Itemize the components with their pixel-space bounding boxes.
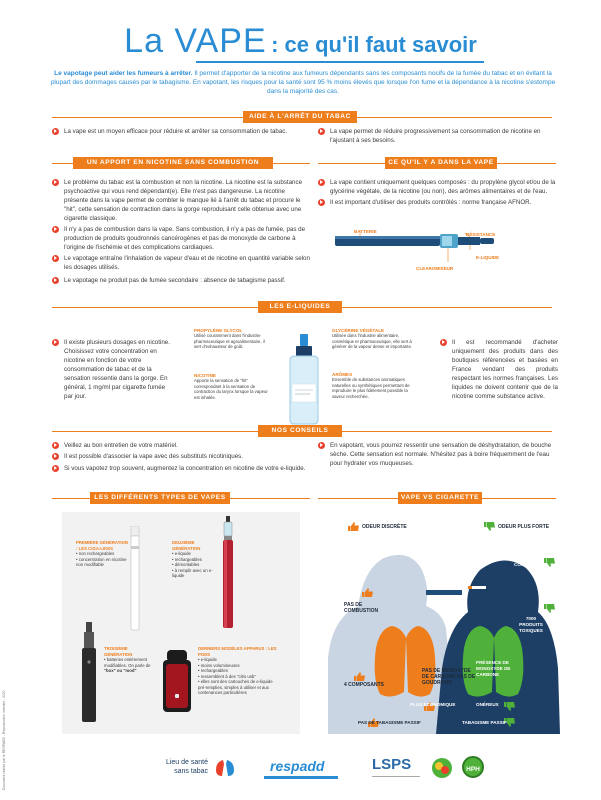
intro-body: Il permet d'apporter de la nicotine aux fumeurs dépendants sans les composants nocifs de la fumée du tabac et en évitant la plupart des dommages causés par le tabagisme. En vapotant, les risques pour la santé sont 95 % moins élevés que lorsque l'on fume et la dépendance à la nicotine s'estompe dans la majorité des cas. [50,70,556,95]
label-odeur-forte: ODEUR PLUS FORTE [498,524,550,530]
aide-right-text: La vape permet de réduire progressivement sa consommation de nicotine en l'ajustant à ses besoins. [330,128,541,144]
contenu-item-1 [318,178,558,196]
vg-block [332,328,416,350]
arrow-icon [318,199,325,206]
hph-text: HPH [466,766,480,773]
arrow-icon [52,442,59,449]
label-onereux: ONÉREUX [476,702,499,707]
gen4-item-3: • rechargeables [198,668,228,673]
gen2-item-2: • rechargeables [172,556,202,562]
respadd-text: respadd [270,758,325,774]
arrow-icon [52,465,59,472]
ar-title: ARÔMES [332,372,353,377]
arrow-icon [440,339,447,346]
logo-respadd [262,758,342,782]
vg-text: Utilisée dans l'industrie alimentaire, cosmétique et pharmaceutique, elle sert à générer de la vapeur dense et importante. [332,333,413,349]
arrow-icon [52,226,59,233]
gen4-item-4: • ressemblent à des "clés usb" [198,673,256,679]
label-presence: PRÉSENCE DE MONOXYDE DE CARBONE [476,660,511,677]
footer-logos [0,744,601,794]
gen4-block [198,646,278,696]
logo-hph [462,756,484,778]
nic-block [194,373,274,400]
label-eliquide: E-LIQUIDE [476,255,500,260]
gen2-title: DEUXIÈME GÉNÉRATION [172,540,201,551]
gen3-block [104,646,152,674]
gen2-item-1: • e-liquide [172,551,191,556]
arrow-icon [318,128,325,135]
label-batterie: BATTERIE [354,229,377,234]
arrow-icon [318,179,325,186]
apport-text-2: Il n'y a pas de combustion dans la vape. Sans combustion, il n'y a pas de fumée, pas de production de produits goudronnés cancérogènes et pas de monoxyde de carbone à l'origine de l'ischémie et des complications cardiaques. [64,226,306,251]
thumb-down-icon [504,702,515,711]
apport-item-4 [52,276,310,285]
gen2-item-4: • à remplir avec un e-liquide [172,567,213,578]
pg-text: Utilisé couramment dans l'industrie pharmaceutique et agroalimentaire, il sert d'exhausteur de goût. [194,333,265,349]
label-resistance: RÉSISTANCE [466,232,496,237]
contenu-text-2: Il est important d'utiliser des produits contrôlés : norme française AFNOR. [330,199,532,206]
section-conseils: NOS CONSEILS [258,425,342,437]
title-sub: : ce qu'il faut savoir [271,32,477,57]
conseils-item-2 [52,452,310,461]
lsps-text: LSPS [372,756,412,773]
vs-panel [318,508,560,734]
thumb-down-icon [544,604,555,613]
label-clearomiseur: CLEAROMISEUR [416,266,454,271]
nic-text: Apporte la sensation de "hit" correspondant à la sensation de contraction du larynx lorsque la vapeur est inhalée. [194,378,268,400]
eliquide-composition [190,326,420,428]
lsps-line [372,776,420,777]
gen4-item-1: • e-liquide [198,657,217,662]
title-underline [196,61,484,63]
lieu-sante-text: Lieu de santé sans tabac [165,759,208,775]
respadd-underline [264,776,338,779]
gen4-item-2: • moins volumineuses [198,662,240,668]
gen3-text: • batteries entièrement modifiables. On parle de [104,657,151,668]
vg-title: GLYCÉRINE VÉGÉTALE [332,328,385,333]
arrow-icon [52,255,59,262]
thumb-up-icon [410,668,421,677]
thumb-down-icon [484,522,495,531]
gen3-em: "box" ou "mod" [104,668,137,673]
conseils-item-1 [52,441,310,450]
gen4-item-5: • elles sont des cartouches de e-liquide pré-remplies, simples à utiliser et aux contenances particulières [198,679,273,695]
nic-title: NICOTINE [194,373,216,378]
title-main: La VAPE [124,22,267,60]
ar-block [332,372,416,399]
gen3-title: TROISIÈME GÉNÉRATION [104,646,133,657]
arrow-icon [52,179,59,186]
thumb-up-icon [348,522,359,531]
label-combustion: COMBUSTION [514,562,546,567]
apport-item-1 [52,178,310,223]
gen2-block [172,540,222,579]
ar-text: Ensemble de substances aromatiques naturelles ou synthétiques permettant de reproduire le plus fidèlement possible la saveur recherchée. [332,377,410,399]
apport-text-3: Le vapotage entraîne l'inhalation de vapeur d'eau et de nicotine en quantité variable selon les dosages utilisés. [64,255,310,271]
gen1-block [76,540,128,568]
conseils-right [318,441,560,468]
gen4-title: DERNIERS MODÈLES APPARUS : LES PODS [198,646,277,657]
contenu-text-1: La vape contient uniquement quelques composés : du propylène glycol et/ou de la glycérine végétale, de la nicotine (ou non), des arômes alimentaires et de l'eau. [330,179,556,195]
eliquides-right-text: Il est recommandé d'acheter uniquement des produits dans des boutiques référencées et basées en France vendant des produits respectant les normes françaises. Les liquides ne doivent contenir que de la nicotine comme substance active. [452,339,558,400]
eliquides-left-text: Il existe plusieurs dosages en nicotine. Choisissez votre concentration en nicotine en fonction de votre consommation de tabac et de la sensation ressentie dans la gorge. En général, 1 mg/ml par cigarette fumée par jour. [64,339,170,400]
types-panel [62,512,300,734]
gen1-item-2: • concentration en nicotine non modifiable [76,556,127,567]
thumb-up-icon [362,588,373,597]
gen1-title: PREMIÈRE GÉNÉRATION : LES CIGA-LIKES [76,540,128,551]
label-pas-passif: PAS DE TABAGISME PASSIF [358,720,421,725]
aide-left [52,127,310,136]
section-apport: UN APPORT EN NICOTINE SANS COMBUSTION [73,157,273,169]
conseils-right-text: En vapotant, vous pourrez ressentir une sensation de déshydratation, de bouche sèche. Cette sensation est normale. N'hésitez pas à boire fréquemment de l'eau pour hydrater vos muqueuses. [330,442,552,467]
aide-right [318,127,556,145]
conseils-text-3: Si vous vapotez trop souvent, augmentez la concentration en nicotine de votre e-liquide. [64,465,306,472]
section-aide: AIDE À L'ARRÊT DU TABAC [243,111,357,123]
section-eliquides: LES E-LIQUIDES [258,301,342,313]
conseils-item-3 [52,464,310,473]
pod-icon [160,650,194,714]
box-mod-icon [78,622,100,724]
gen1-item-1: • non rechargeables [76,551,115,556]
cigalike-icon [128,526,142,632]
label-composants: 4 COMPOSANTS [344,682,385,688]
apport-text-1: Le problème du tabac est la combustion et non la nicotine. La nicotine est la substance psychoactive qui vous rend dépendant(e). Elle n'est pas dangereuse. La nicotine présente dans la vape permet de combler le manque lié à l'arrêt du tabac et procure le "hit", cette sensation de contraction dans la gorge reproduisant celle obtenue avec une cigarette classique. [64,179,303,222]
section-types: LES DIFFÉRENTS TYPES DE VAPES [90,492,230,504]
label-pas-combustion: PAS DE COMBUSTION [344,602,379,614]
page-title [0,22,601,61]
thumb-up-icon [354,672,365,681]
logo-lieu-sante [152,756,242,780]
section-contenu: CE QU'IL Y A DANS LA VAPE [385,157,497,169]
thumb-down-icon [544,558,555,567]
label-passif: TABAGISME PASSIF [462,720,507,725]
apport-text-4: Le vapotage ne produit pas de fumée secondaire : absence de tabagisme passif. [64,277,286,284]
leaf-logo-icon [430,756,454,780]
vape-diagram [330,222,530,272]
vertical-credit: Document réalisé par le RESPADD - Reproduction interdite - 2020 [2,690,6,790]
logo-lsps [370,754,430,784]
aide-left-text: La vape est un moyen efficace pour réduire et arrêter sa consommation de tabac. [64,128,288,135]
arrow-icon [52,128,59,135]
section-vs: VAPE VS CIGARETTE [398,492,482,504]
pg-title: PROPYLÈNE GLYCOL [194,328,243,333]
arrow-icon [52,453,59,460]
eliquides-right [440,338,558,401]
conseils-text-2: Il est possible d'associer la vape avec des substituts nicotiniques. [64,453,243,460]
label-produits: 7000 PRODUITS TOXIQUES [519,616,543,633]
contenu-item-2 [318,198,558,207]
gen2-item-3: • démontables [172,562,200,567]
intro-text [48,69,558,96]
arrow-icon [318,442,325,449]
label-odeur-discrete: ODEUR DISCRÈTE [362,524,407,530]
label-economique: PLUS ÉCONOMIQUE [410,702,456,707]
conseils-text-1: Veillez au bon entretien de votre matériel. [64,442,178,449]
arrow-icon [52,277,59,284]
intro-bold: Le vapotage peut aider les fumeurs à arrêter. [54,70,193,77]
lungs-logo-icon [214,758,236,778]
apport-item-3 [52,254,310,272]
label-pas-monoxyde: PAS DE MONOXYDE DE CARBONE PAS DE GOUDRONS [422,668,476,686]
apport-item-2 [52,225,310,252]
eliquides-left [52,338,170,401]
eliquide-bottle-icon [284,334,324,426]
gen2-pen-icon [220,516,236,630]
arrow-icon [52,339,59,346]
pg-block [194,328,272,350]
